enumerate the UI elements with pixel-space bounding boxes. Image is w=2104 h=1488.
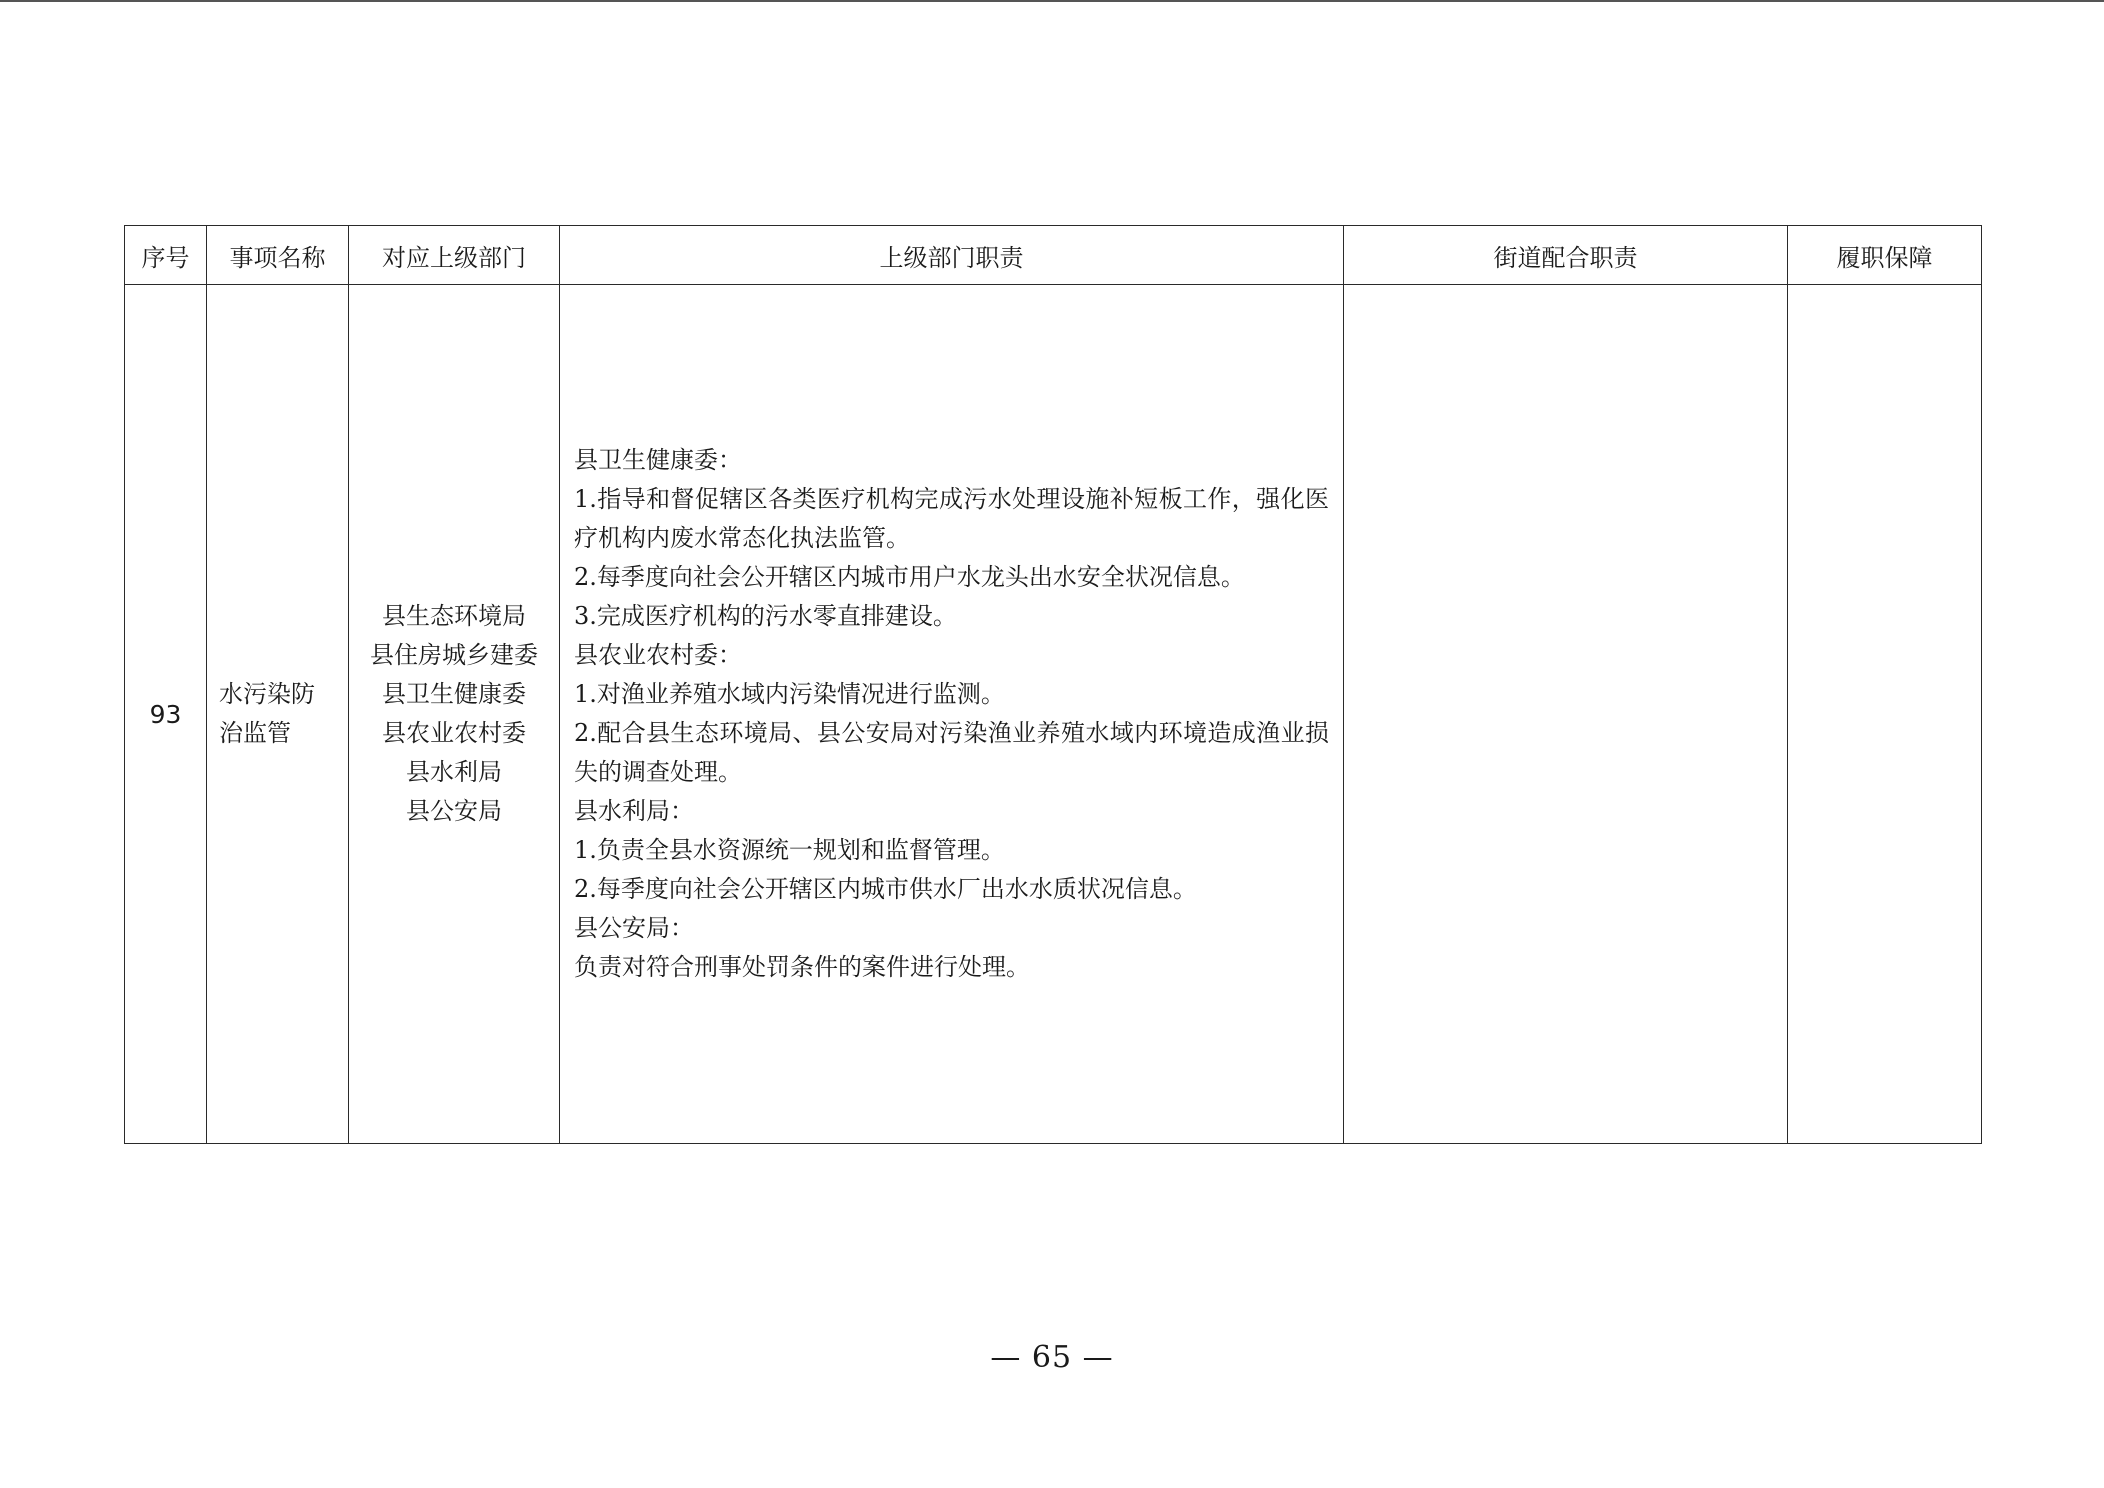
cell-duties [560, 285, 1344, 1144]
cell-index: 93 [125, 285, 207, 1144]
duty-paragraph: 1.对渔业养殖水域内污染情况进行监测。 [574, 680, 1005, 708]
cell-guarantee [1788, 285, 1982, 1144]
top-border-line [0, 0, 2104, 2]
department-line: 县住房城乡建委 [370, 641, 538, 669]
duty-table [124, 225, 1982, 1144]
page-number: — 65 — [990, 1340, 1114, 1375]
header-street-duties: 街道配合职责 [1344, 226, 1788, 285]
duty-paragraph: 3.完成医疗机构的污水零直排建设。 [574, 602, 957, 630]
duty-paragraph: 2.每季度向社会公开辖区内城市供水厂出水水质状况信息。 [574, 875, 1197, 903]
header-duties: 上级部门职责 [560, 226, 1344, 285]
department-line: 县卫生健康委 [382, 680, 526, 708]
table-row [125, 285, 1982, 1144]
department-line: 县公安局 [406, 797, 502, 825]
duty-paragraph: 2.每季度向社会公开辖区内城市用户水龙头出水安全状况信息。 [574, 563, 1245, 591]
cell-departments [349, 285, 560, 1144]
header-index: 序号 [125, 226, 207, 285]
department-line: 县水利局 [406, 758, 502, 786]
duty-paragraph: 县公安局： [574, 914, 694, 942]
duty-paragraph: 负责对符合刑事处罚条件的案件进行处理。 [574, 953, 1030, 981]
duty-paragraph: 1.负责全县水资源统一规划和监督管理。 [574, 836, 1005, 864]
header-departments: 对应上级部门 [349, 226, 560, 285]
table-header-row [125, 226, 1982, 285]
cell-street-duties [1344, 285, 1788, 1144]
duty-paragraph: 县卫生健康委： [574, 446, 742, 474]
duty-paragraph: 县农业农村委： [574, 641, 742, 669]
department-line: 县农业农村委 [382, 719, 526, 747]
header-item-name: 事项名称 [207, 226, 349, 285]
cell-item-name: 水污染防治监管 [207, 285, 349, 1144]
duty-paragraph: 2.配合县生态环境局、县公安局对污染渔业养殖水域内环境造成渔业损失的调查处理。 [574, 719, 1329, 786]
department-line: 县生态环境局 [382, 602, 526, 630]
duty-paragraph: 县水利局： [574, 797, 694, 825]
duty-paragraph: 1.指导和督促辖区各类医疗机构完成污水处理设施补短板工作，强化医疗机构内废水常态化执法监管。 [574, 485, 1329, 552]
header-guarantee: 履职保障 [1788, 226, 1982, 285]
